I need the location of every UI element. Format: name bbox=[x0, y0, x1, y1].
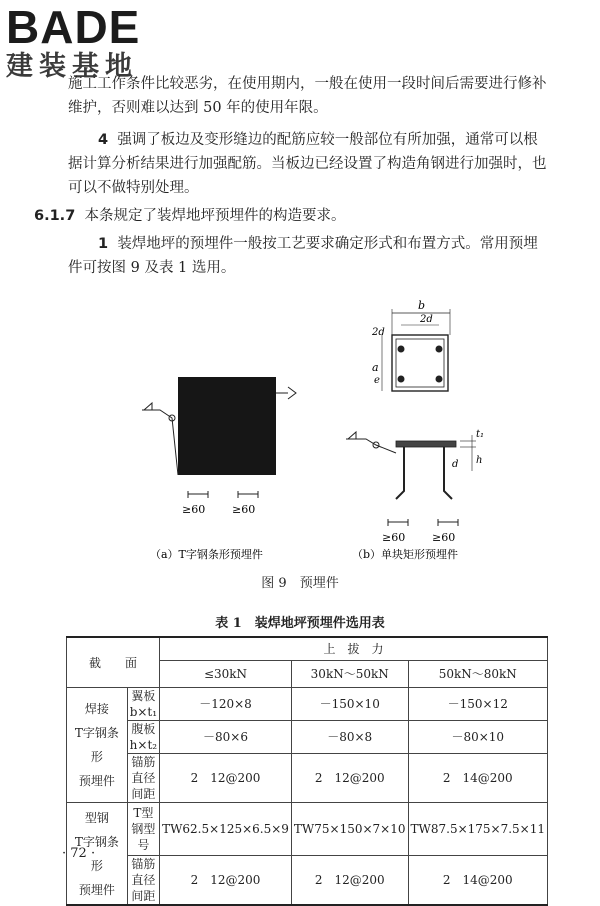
figure-9-diagram bbox=[120, 295, 560, 570]
clause-text: 本条规定了装焊地坪预埋件的构造要求。 bbox=[84, 208, 346, 224]
table-row bbox=[67, 688, 548, 721]
group-label-welded: 焊接 T字钢条形 预埋件 bbox=[67, 688, 128, 803]
table-cell: －150×10 bbox=[291, 688, 408, 721]
table-cell: －80×10 bbox=[408, 721, 547, 754]
table-cell: －120×8 bbox=[160, 688, 292, 721]
caption-b: （b）单块矩形预埋件 bbox=[352, 548, 459, 561]
table-row bbox=[67, 721, 548, 754]
table-row bbox=[67, 754, 548, 803]
dim-h: h bbox=[476, 455, 483, 466]
table-cell: TW87.5×175×7.5×11 bbox=[408, 803, 547, 856]
table-cell: 2 12@200 bbox=[160, 754, 292, 803]
logo-brand: BADE bbox=[6, 1, 141, 53]
spacing-label: ≥60 bbox=[232, 503, 256, 516]
row-label: 翼板 b×t₁ bbox=[127, 688, 159, 721]
strip-plate-block bbox=[178, 377, 276, 475]
table-cell: 2 12@200 bbox=[291, 856, 408, 906]
dim-2d: 2d bbox=[372, 327, 385, 338]
item-text: 强调了板边及变形缝边的配筋应较一般部位有所加强，通常可以根据计算分析结果进行加强配筋。当板边已经设置了构造角钢进行加强时，也可以不做特别处理。 bbox=[68, 132, 547, 196]
caption-a: （a）T字钢条形预埋件 bbox=[150, 548, 263, 561]
table-cell: 2 14@200 bbox=[408, 754, 547, 803]
publisher-logo bbox=[6, 1, 141, 82]
load-level: ≤30kN bbox=[160, 661, 292, 688]
figure-b-plan-view bbox=[371, 299, 450, 391]
table-cell: 2 12@200 bbox=[160, 856, 292, 906]
row-label: 腹板 h×t₂ bbox=[127, 721, 159, 754]
row-label: T型钢型号 bbox=[127, 803, 159, 856]
paragraph-continuation: 施工工作条件比较恶劣，在使用期内，一般在使用一段时间后需要进行修补维护，否则难以达到 50 年的使用年限。 bbox=[68, 76, 547, 116]
table-cell: TW62.5×125×6.5×9 bbox=[160, 803, 292, 856]
figure-a-strip-plate bbox=[142, 377, 296, 561]
figure-title: 图 9 预埋件 bbox=[261, 576, 339, 591]
clause-6-1-7 bbox=[34, 204, 548, 228]
header-pullout: 上 拔 力 bbox=[160, 637, 548, 661]
dim-d: d bbox=[452, 459, 459, 470]
load-level: 50kN～80kN bbox=[408, 661, 547, 688]
spacing-label: ≥60 bbox=[182, 503, 206, 516]
group-label-section-steel: 型钢 T字钢条形 预埋件 bbox=[67, 803, 128, 906]
row-label: 锚筋直径间距 bbox=[127, 856, 159, 906]
spacing-label: ≥60 bbox=[382, 531, 406, 544]
paragraph-item-1 bbox=[68, 232, 548, 280]
table-title: 表 1 装焊地坪预埋件选用表 bbox=[215, 616, 385, 631]
dim-e: e bbox=[374, 375, 380, 386]
figure-b-section-view bbox=[346, 429, 484, 561]
table-header-row bbox=[67, 637, 548, 661]
row-label: 锚筋直径间距 bbox=[127, 754, 159, 803]
logo-subtitle: 建装基地 bbox=[6, 51, 138, 82]
item-number: 1 bbox=[98, 236, 109, 252]
spacing-label: ≥60 bbox=[432, 531, 456, 544]
table-cell: TW75×150×7×10 bbox=[291, 803, 408, 856]
selection-table bbox=[66, 636, 548, 906]
item-number: 4 bbox=[98, 132, 109, 148]
table-cell: －150×12 bbox=[408, 688, 547, 721]
table-cell: 2 12@200 bbox=[291, 754, 408, 803]
weld-flag-icon bbox=[288, 387, 296, 399]
dim-t1: t₁ bbox=[476, 429, 485, 440]
clause-number: 6.1.7 bbox=[34, 208, 76, 224]
load-level: 30kN～50kN bbox=[291, 661, 408, 688]
item-text: 装焊地坪的预埋件一般按工艺要求确定形式和布置方式。常用预埋件可按图 9 及表 1 选用。 bbox=[68, 236, 538, 276]
dim-b: b bbox=[418, 299, 426, 312]
table-cell: －80×6 bbox=[160, 721, 292, 754]
weld-flag-icon bbox=[348, 432, 356, 439]
table-cell: －80×8 bbox=[291, 721, 408, 754]
plate-section bbox=[396, 441, 456, 447]
weld-flag-icon bbox=[144, 403, 152, 410]
header-section: 截 面 bbox=[67, 637, 160, 688]
table-row bbox=[67, 856, 548, 906]
plate-outline bbox=[392, 335, 448, 391]
dim-2d: 2d bbox=[420, 314, 433, 325]
table-cell: 2 14@200 bbox=[408, 856, 547, 906]
paragraph-item-4 bbox=[68, 128, 548, 200]
dim-a: a bbox=[372, 361, 379, 374]
page-number: · 72 · bbox=[62, 846, 96, 861]
table-row bbox=[67, 803, 548, 856]
